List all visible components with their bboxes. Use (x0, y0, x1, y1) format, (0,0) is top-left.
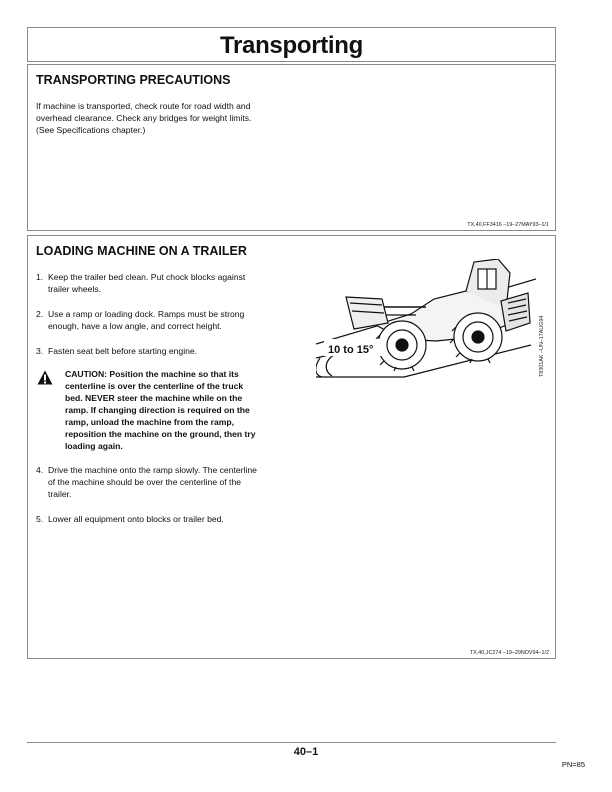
item-line: trailer. (48, 489, 72, 499)
warning-triangle-icon (37, 370, 53, 385)
item-line: Lower all equipment onto blocks or trailer bed. (48, 514, 224, 524)
section-transporting-precautions (27, 64, 556, 231)
item-line: of the machine should be over the centerline of the (48, 477, 242, 487)
caution-line: ramp, unload the machine from the ramp, (65, 417, 235, 427)
para-line: If machine is transported, check route for road width and (36, 101, 251, 111)
list-number: 5. (36, 514, 44, 524)
item-line: enough, have a low angle, and correct height. (48, 321, 222, 331)
item-line: Fasten seat belt before starting engine. (48, 346, 198, 356)
angle-label: 10 to 15° (328, 344, 374, 356)
page-number: 40–1 (293, 746, 319, 758)
section-heading: LOADING MACHINE ON A TRAILER (36, 244, 247, 258)
loader-illustration (316, 259, 536, 399)
list-item (36, 345, 306, 357)
reference-code: TX,40,FF3416 –19–27MAY93–1/1 (467, 222, 549, 228)
section-heading: TRANSPORTING PRECAUTIONS (36, 73, 231, 87)
list-number: 3. (36, 346, 44, 356)
figure-code: T8301AK –UN–17AUG94 (539, 315, 545, 377)
reference-code: TX,40,JC274 –19–29NOV94–1/2 (469, 650, 549, 656)
list-number: 2. (36, 309, 44, 319)
caution-line: bed. NEVER steer the machine while on the (65, 393, 243, 403)
caution-line: CAUTION: Position the machine so that its (65, 369, 239, 379)
page-title: Transporting (219, 32, 364, 59)
loader-on-ramp-figure (316, 259, 546, 399)
list-number: 1. (36, 272, 44, 282)
pn-code: PN=85 (561, 760, 585, 769)
list-item (36, 308, 306, 332)
item-line: Keep the trailer bed clean. Put chock blocks against (48, 272, 246, 282)
title-box (27, 27, 556, 62)
item-line: trailer wheels. (48, 284, 102, 294)
para-line: overhead clearance. Check any bridges for weight limits. (36, 113, 252, 123)
caution-line: reposition the machine on the ground, then try (65, 429, 256, 439)
caution-block (36, 368, 308, 452)
figure-code-vertical (536, 259, 546, 399)
list-item (36, 464, 306, 500)
list-item (36, 513, 306, 525)
caution-line: loading again. (65, 441, 123, 451)
precautions-paragraph (36, 100, 251, 136)
para-line: (See Specifications chapter.) (36, 125, 146, 135)
item-line: Drive the machine onto the ramp slowly. The centerline (48, 465, 257, 475)
list-number: 4. (36, 465, 44, 475)
caution-line: ramp. If changing direction is required on the (65, 405, 250, 415)
section-loading-machine (27, 235, 556, 659)
list-item (36, 271, 306, 295)
item-line: Use a ramp or loading dock. Ramps must be strong (48, 309, 245, 319)
footer-divider (27, 742, 556, 743)
caution-line: centerline is over the centerline of the truck (65, 381, 244, 391)
